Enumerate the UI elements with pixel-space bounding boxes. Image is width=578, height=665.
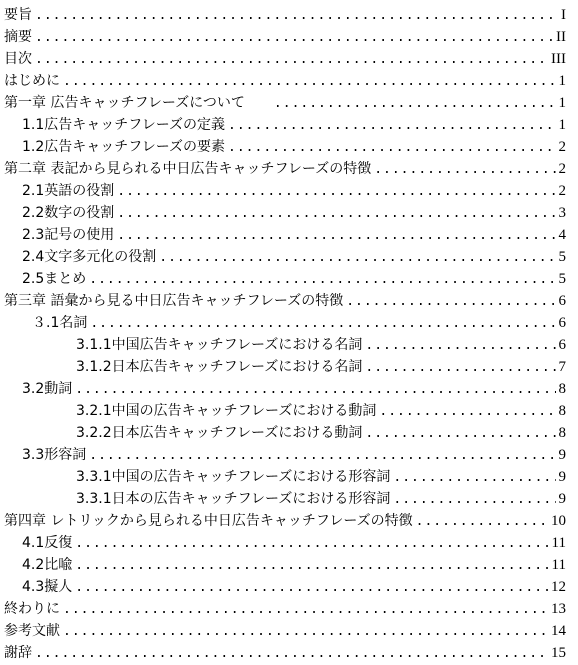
toc-entry-title: 2.2数字の役割 (22, 205, 115, 221)
toc-entry-page: 2 (558, 139, 566, 155)
toc-entry-title: 第二章 表記から見られる中日広告キャッチフレーズの特徴 (4, 161, 372, 177)
toc-entry-title: ３.1名詞 (32, 315, 88, 331)
toc-entry-page: 9 (558, 491, 566, 507)
toc-entry-abstract-zh[interactable] (0, 26, 578, 48)
toc-leader-dots (228, 137, 555, 159)
toc-entry-section-2-4[interactable] (0, 246, 578, 268)
toc-entry-introduction[interactable] (0, 70, 578, 92)
toc-leader-dots (117, 203, 555, 225)
toc-leader-dots (75, 555, 548, 577)
toc-entry-section-4-2[interactable] (0, 554, 578, 576)
toc-leader-dots (63, 71, 556, 93)
toc-entry-title: 1.2広告キャッチフレーズの要素 (22, 139, 226, 155)
toc-leader-dots (159, 247, 555, 269)
toc-entry-title: 謝辞 (4, 645, 32, 661)
toc-entry-section-3-1-2[interactable] (0, 356, 578, 378)
toc-entry-contents[interactable] (0, 48, 578, 70)
toc-leader-dots (35, 27, 553, 49)
toc-entry-page: 10 (551, 513, 566, 529)
toc-entry-section-1-1[interactable] (0, 114, 578, 136)
toc-leader-dots (75, 379, 555, 401)
toc-entry-page: 14 (551, 623, 566, 639)
toc-entry-page: 15 (551, 645, 566, 661)
toc-entry-conclusion[interactable] (0, 598, 578, 620)
toc-entry-title: 3.3.1日本の広告キャッチフレーズにおける形容詞 (76, 491, 391, 507)
toc-entry-title: 4.1反復 (22, 535, 73, 551)
toc-entry-title: 目次 (4, 51, 32, 67)
toc-entry-section-2-2[interactable] (0, 202, 578, 224)
toc-entry-section-3-3-1-cn[interactable] (0, 466, 578, 488)
toc-leader-dots (365, 357, 555, 379)
toc-entry-section-2-1[interactable] (0, 180, 578, 202)
toc-entry-title: 4.3擬人 (22, 579, 73, 595)
toc-leader-dots (75, 533, 548, 555)
toc-entry-title: 3.2.2日本広告キャッチフレーズにおける動詞 (76, 425, 363, 441)
toc-entry-chapter-1[interactable] (0, 92, 578, 114)
toc-entry-section-1-2[interactable] (0, 136, 578, 158)
toc-entry-section-3-2-1[interactable] (0, 400, 578, 422)
toc-entry-title: 3.1.2日本広告キャッチフレーズにおける名詞 (76, 359, 363, 375)
toc-leader-dots (89, 445, 555, 467)
toc-entry-chapter-2[interactable] (0, 158, 578, 180)
toc-entry-title: 3.1.1中国広告キャッチフレーズにおける名詞 (76, 337, 363, 353)
toc-leader-dots (365, 423, 555, 445)
toc-entry-page: II (556, 29, 566, 45)
toc-entry-title: 終わりに (4, 601, 60, 617)
toc-entry-page: 5 (558, 249, 566, 265)
toc-entry-section-4-3[interactable] (0, 576, 578, 598)
toc-entry-page: 9 (558, 469, 566, 485)
toc-entry-page: 7 (558, 359, 566, 375)
toc-entry-title: 3.3.1中国の広告キャッチフレーズにおける形容詞 (76, 469, 391, 485)
toc-entry-page: 6 (558, 293, 566, 309)
toc-entry-title: 摘要 (4, 29, 32, 45)
toc-entry-section-3-2-2[interactable] (0, 422, 578, 444)
toc-leader-dots (35, 5, 558, 27)
toc-entry-page: 6 (558, 337, 566, 353)
toc-leader-dots (117, 181, 555, 203)
toc-entry-title: 2.1英語の役割 (22, 183, 115, 199)
toc-entry-page: 2 (558, 183, 566, 199)
toc-entry-title: 4.2比喩 (22, 557, 73, 573)
toc-entry-chapter-3[interactable] (0, 290, 578, 312)
toc-leader-dots (374, 159, 555, 181)
toc-leader-dots (117, 225, 555, 247)
toc-leader-dots (35, 643, 548, 665)
toc-entry-title: 要旨 (4, 7, 32, 23)
toc-entry-section-2-5[interactable] (0, 268, 578, 290)
toc-entry-page: III (551, 51, 566, 67)
toc-leader-dots (89, 269, 555, 291)
toc-entry-section-3-3-1-jp[interactable] (0, 488, 578, 510)
toc-entry-title: 2.5まとめ (22, 271, 87, 287)
toc-entry-abstract-ja[interactable] (0, 4, 578, 26)
toc-entry-page: 8 (558, 381, 566, 397)
toc-entry-page: 11 (551, 557, 566, 573)
toc-leader-dots (90, 313, 555, 335)
toc-entry-page: 9 (558, 447, 566, 463)
toc-entry-section-4-1[interactable] (0, 532, 578, 554)
toc-entry-page: 5 (558, 271, 566, 287)
toc-entry-title: 1.1広告キャッチフレーズの定義 (22, 117, 226, 133)
toc-entry-title: 第三章 語彙から見る中日広告キャッチフレーズの特徴 (4, 293, 344, 309)
toc-entry-section-3-1-1[interactable] (0, 334, 578, 356)
toc-entry-references[interactable] (0, 620, 578, 642)
toc-entry-page: 13 (551, 601, 566, 617)
toc-entry-page: 6 (558, 315, 566, 331)
toc-leader-dots (228, 115, 555, 137)
toc-entry-title: 3.2動詞 (22, 381, 73, 397)
toc-entry-section-3-1[interactable] (0, 312, 578, 334)
toc-entry-title: 参考文献 (4, 623, 60, 639)
toc-entry-title: 2.3記号の使用 (22, 227, 115, 243)
toc-leader-dots (63, 621, 548, 643)
toc-entry-title: 第四章 レトリックから見られる中日広告キャッチフレーズの特徴 (4, 513, 413, 529)
toc-entry-page: 2 (558, 161, 566, 177)
toc-entry-section-2-3[interactable] (0, 224, 578, 246)
toc-entry-title: 3.3形容詞 (22, 447, 87, 463)
toc-entry-page: 8 (558, 403, 566, 419)
toc-entry-acknowledgements[interactable] (0, 642, 578, 664)
toc-leader-dots (75, 577, 548, 599)
toc-entry-title: 3.2.1中国の広告キャッチフレーズにおける動詞 (76, 403, 377, 419)
toc-entry-chapter-4[interactable] (0, 510, 578, 532)
toc-entry-page: 3 (558, 205, 566, 221)
toc-leader-dots (346, 291, 555, 313)
toc-entry-page: 1 (558, 73, 566, 89)
toc-entry-page: 11 (551, 535, 566, 551)
toc-entry-section-3-2[interactable] (0, 378, 578, 400)
toc-leader-dots (393, 489, 555, 511)
toc-leader-dots (35, 49, 548, 71)
toc-entry-page: 12 (551, 579, 566, 595)
toc-leader-dots (365, 335, 555, 357)
toc-entry-page: 1 (558, 117, 566, 133)
toc-entry-section-3-3[interactable] (0, 444, 578, 466)
toc-entry-page: 1 (558, 95, 566, 111)
toc-leader-dots (63, 599, 548, 621)
toc-entry-title: はじめに (4, 73, 60, 89)
toc-entry-title: 2.4文字多元化の役割 (22, 249, 157, 265)
toc-entry-page: I (561, 7, 566, 23)
toc-leader-dots (393, 467, 555, 489)
toc-entry-page: 8 (558, 425, 566, 441)
toc-entry-title: 第一章 広告キャッチフレーズについて (4, 95, 245, 111)
toc-leader-dots (416, 511, 548, 533)
toc-leader-dots (274, 93, 556, 115)
toc-entry-page: 4 (558, 227, 566, 243)
toc-leader-dots (379, 401, 555, 423)
